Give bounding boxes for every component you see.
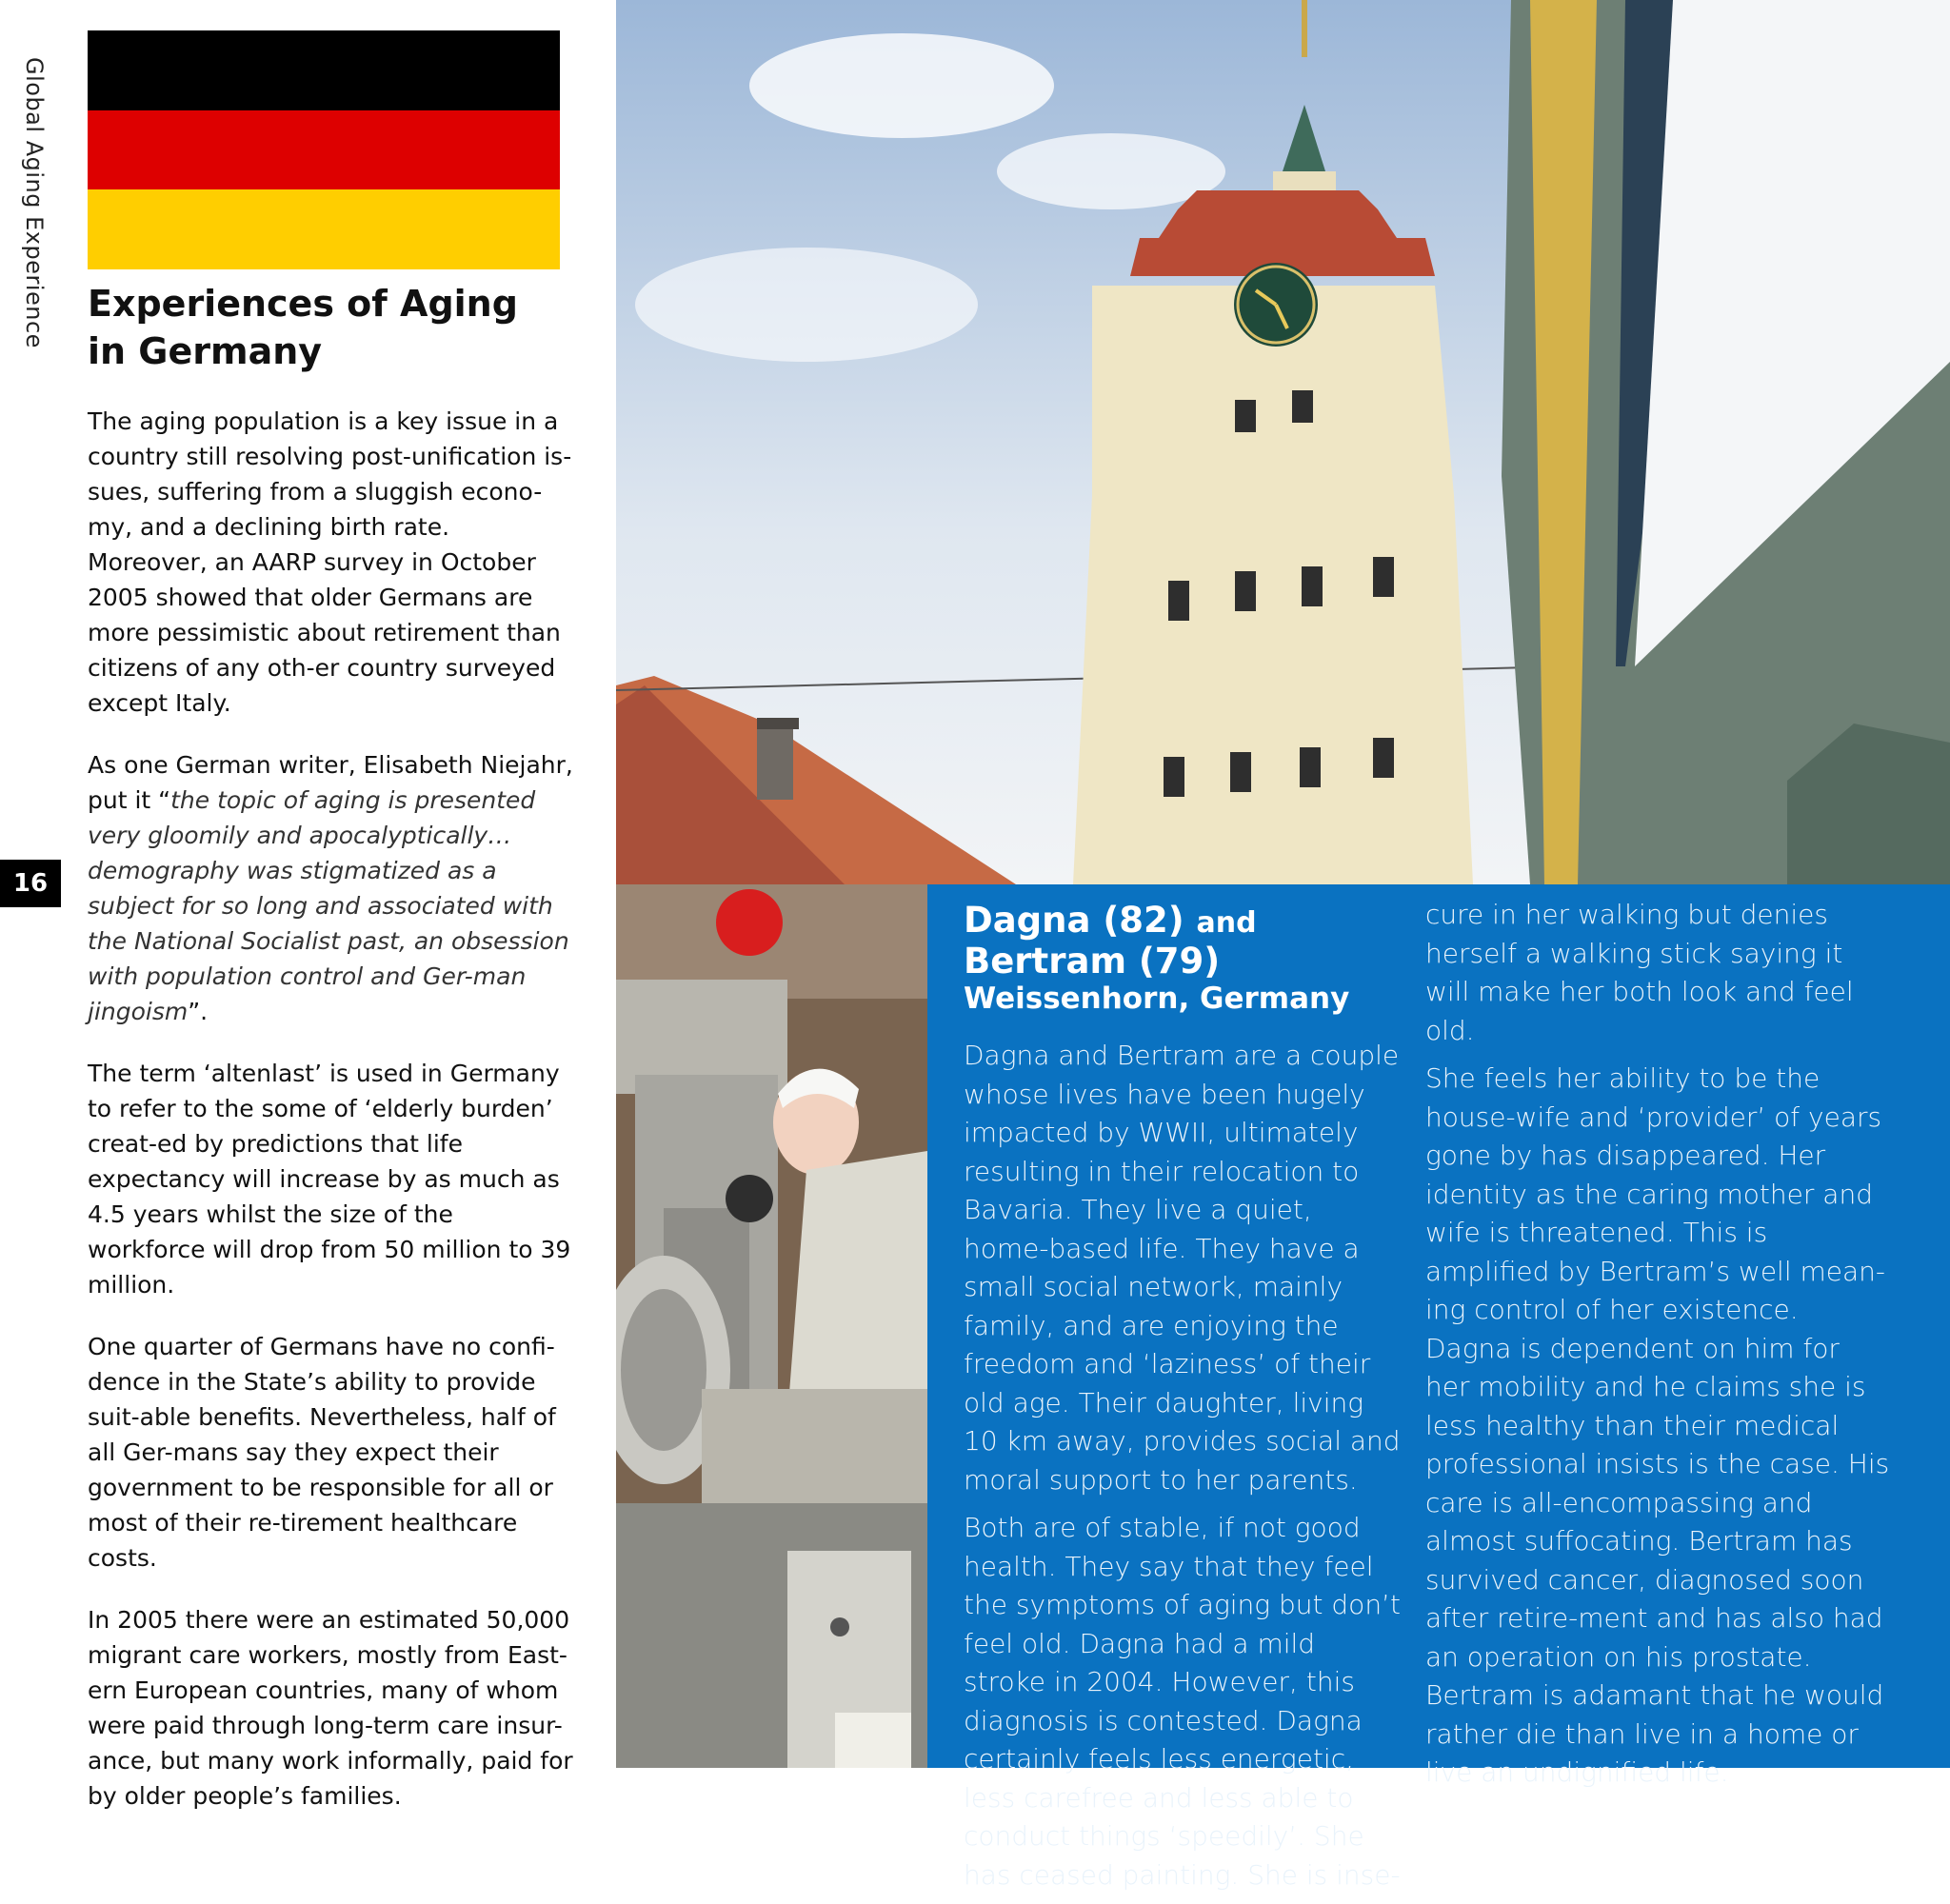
page-title: Experiences of Aging in Germany (88, 283, 518, 372)
flag-stripe-black (88, 30, 560, 110)
paragraph-5: In 2005 there were an estimated 50,000 migrant care workers, mostly from East-ern European countries, many of whom were paid through long-term care insur-ance, but many work informally, paid for by older people’s families. (88, 1606, 573, 1810)
flag-stripe-gold (88, 189, 560, 269)
paragraph-1: The aging population is a key issue in a country still resolving post-unification is-sues, suffering from a sluggish econo-my, and a declining birth rate. Moreover, an AARP survey in October 2005 showed that older Germans are more pessimistic about retirement than citizens of any oth-er country surveyed except Italy. (88, 407, 572, 717)
page-number: 16 (0, 860, 61, 907)
case-column-2 (1425, 896, 1892, 1802)
case-paragraph-4: She feels her ability to be the house-wife and ‘provider’ of years gone by has disappeared. Her identity as the caring mother and wife is threatened. This is amplified by Bertram’s well mean-ing control of her existence. Dagna is dependent on him for her mobility and he claims she is less healthy than their medical professional insists is the case. His care is all-encompassing and almost suffocating. Bertram has survived cancer, diagnosed soon after retire-ment and has also had an operation on his prostate. Bertram is adamant that he would rather die than live in a home or live an undignified life. (1425, 1062, 1890, 1788)
case-names: Dagna (82) and Bertram (79) (964, 900, 1257, 982)
paragraph-3: The term ‘altenlast’ is used in Germany to refer to the some of ‘elderly burden’ creat-ed by predictions that life expectancy will increase by as much as 4.5 years whilst the size of the workforce will drop from 50 million to 39 million. (88, 1060, 571, 1299)
case-paragraph-2: Both are of stable, if not good health. They say that they feel the symptoms of aging but don’t feel old. Dagna had a mild stroke in 2004. However, this diagnosis is contested. Dagna certainly feels less energetic, less carefree and less able to conduct things ‘speedily’. She has ceased painting. She is inse- (964, 1512, 1401, 1891)
german-flag (88, 30, 560, 269)
quote: the topic of aging is presented very gloomily and apocalyptically… demography was stigmatized as a subject for so long and associated with the National Socialist past, an obsession with population control and Ger-man jingoism (88, 786, 569, 1025)
case-study-panel (927, 884, 1950, 1891)
workshop-photo (616, 884, 927, 1768)
case-location: Weissenhorn, Germany (964, 982, 1350, 1016)
case-column-1 (964, 1037, 1402, 1904)
intro-column (88, 280, 573, 1840)
case-paragraph-1: Dagna and Bertram are a couple whose lives have been hugely impacted by WWII, ultimately resulting in their relocation to Bavaria. They live a quiet, home-based life. They have a small social network, mainly family, and are enjoying the freedom and ‘laziness’ of their old age. Their daughter, living 10 km away, provides social and moral support to her parents. (964, 1040, 1401, 1496)
clock-tower-photo (616, 0, 1950, 884)
flag-stripe-red (88, 110, 560, 190)
paragraph-2: As one German writer, Elisabeth Niejahr, put it “the topic of aging is presented very gloomily and apocalyptically… demography was stigmatized as a subject for so long and associated with the National Socialist past, an obsession with population control and Ger-man jingoism”. (88, 751, 573, 1025)
paragraph-4: One quarter of Germans have no confi-dence in the State’s ability to provide suit-able benefits. Nevertheless, half of all Ger-mans say they expect their government to be responsible for all or most of their re-tirement healthcare costs. (88, 1333, 556, 1572)
case-paragraph-3: cure in her walking but denies herself a walking stick saying it will make her both look and feel old. (1425, 899, 1854, 1046)
side-label: Global Aging Experience (21, 57, 48, 348)
